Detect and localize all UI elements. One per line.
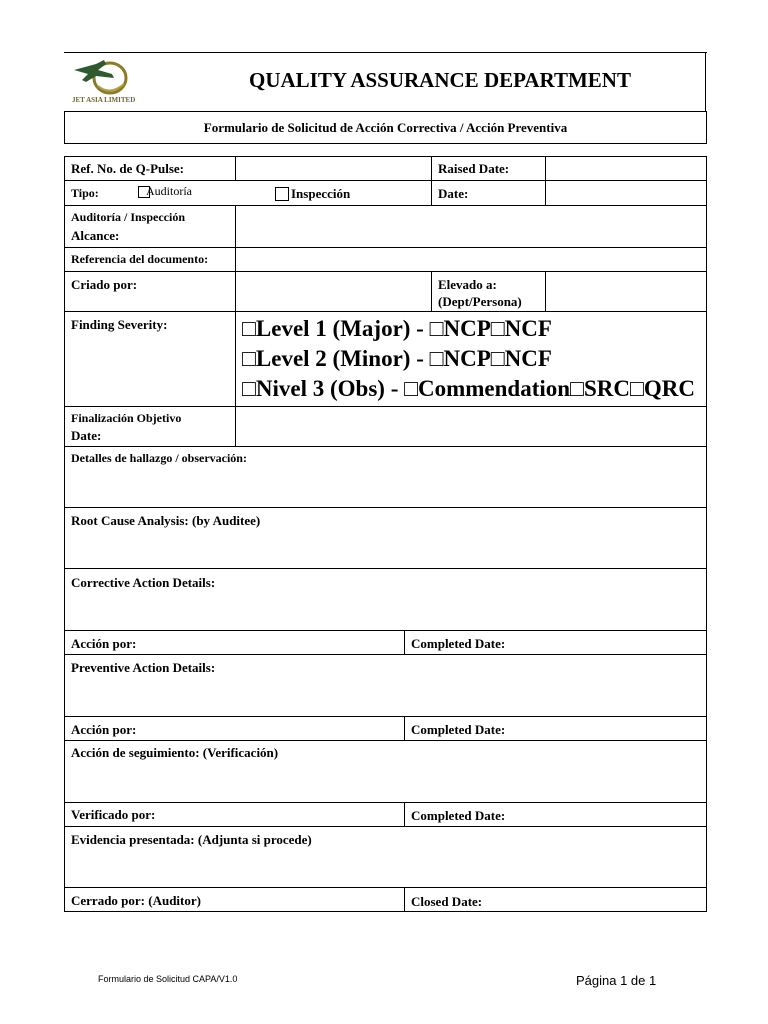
auditoria-option-label: Auditoría [146,184,192,198]
date-field[interactable] [547,182,704,204]
completed-date-label: Completed Date: [411,636,506,651]
finalizacion-label-line-1: Finalización Objetivo [71,411,182,425]
cerrado-label: Cerrado por: (Auditor) [71,893,201,908]
row-divider [64,887,707,888]
referencia-field[interactable] [237,249,704,270]
evidencia-field[interactable] [66,850,704,886]
severity-label: Finding Severity: [71,317,168,332]
alcance-label-line-2: Alcance: [71,228,120,243]
inspeccion-option[interactable] [275,185,350,203]
referencia-label: Referencia del documento: [71,252,209,266]
elevado-field[interactable] [547,273,704,310]
corrective-field[interactable] [66,592,704,629]
row-divider [64,205,707,206]
form-code: Formulario de Solicitud CAPA/V1.0 [98,974,238,984]
col-divider [404,630,405,654]
verificado-label: Verificado por: [71,807,156,822]
corrective-label: Corrective Action Details: [71,575,216,590]
row-divider [64,716,707,717]
auditoria-option[interactable] [138,184,192,199]
row-divider [64,740,707,741]
alcance-label-line-1: Auditoría / Inspección [71,210,186,224]
page-title: QUALITY ASSURANCE DEPARTMENT [249,68,631,92]
detalles-label: Detalles de hallazgo / observación: [71,451,247,465]
inspeccion-option-label: Inspección [291,186,351,201]
col-divider [235,205,236,446]
ref-label: Ref. No. de Q-Pulse: [71,161,185,176]
page-number: Página 1 de 1 [576,973,657,988]
row-divider [64,630,707,631]
severity-level-2[interactable]: □Level 2 (Minor) - □NCP□NCF [242,346,552,371]
date-label: Date: [438,186,469,201]
row-divider [64,507,707,508]
row-divider [64,826,707,827]
subtitle-box [64,111,707,144]
col-divider [235,156,236,181]
finalizacion-label-line-2: Date: [71,428,102,443]
row-divider [64,446,707,447]
completed-date-label-2: Completed Date: [411,722,506,737]
detalles-field[interactable] [66,468,704,506]
raised-date-label: Raised Date: [438,161,510,176]
accion-por-label-2: Acción por: [71,722,137,737]
col-divider [404,716,405,740]
col-divider [545,271,546,311]
inspeccion-checkbox[interactable] [275,187,289,201]
closed-date-label: Closed Date: [411,894,483,909]
row-divider [64,180,707,181]
col-divider [431,271,432,311]
preventive-label: Preventive Action Details: [71,660,216,675]
company-logo [68,56,136,106]
tipo-label: Tipo: [71,186,99,200]
col-divider [431,156,432,205]
row-divider [64,247,707,248]
preventive-field[interactable] [66,678,704,715]
ref-field[interactable] [237,158,430,179]
seguimiento-field[interactable] [66,763,704,801]
row-divider [64,568,707,569]
root-cause-label: Root Cause Analysis: (by Auditee) [71,513,261,528]
row-divider [64,654,707,655]
form-subtitle: Formulario de Solicitud de Acción Correctiva / Acción Preventiva [203,119,568,135]
finalizacion-field[interactable] [237,408,704,445]
severity-level-3[interactable]: □Nivel 3 (Obs) - □Commendation□SRC□QRC [242,376,695,401]
elevado-label-line-1: Elevado a: [438,277,497,292]
accion-por-label: Acción por: [71,636,137,651]
row-divider [64,311,707,312]
row-divider [64,802,707,803]
raised-date-field[interactable] [547,158,704,179]
alcance-field[interactable] [237,207,704,246]
col-divider [545,156,546,205]
criado-field[interactable] [237,273,430,310]
row-divider [64,406,707,407]
logo-text: JET ASIA LIMITED [72,96,136,104]
evidencia-label: Evidencia presentada: (Adjunta si procede) [71,832,312,847]
severity-level-1[interactable]: □Level 1 (Major) - □NCP□NCF [242,316,552,341]
col-divider [404,802,405,826]
completed-date-label-3: Completed Date: [411,808,506,823]
root-cause-field[interactable] [66,530,704,567]
criado-label: Criado por: [71,277,138,292]
col-divider [404,887,405,912]
elevado-label-line-2: (Dept/Persona) [438,294,522,309]
row-divider [64,271,707,272]
seguimiento-label: Acción de seguimiento: (Verificación) [71,745,279,760]
header-top-line [64,52,707,53]
